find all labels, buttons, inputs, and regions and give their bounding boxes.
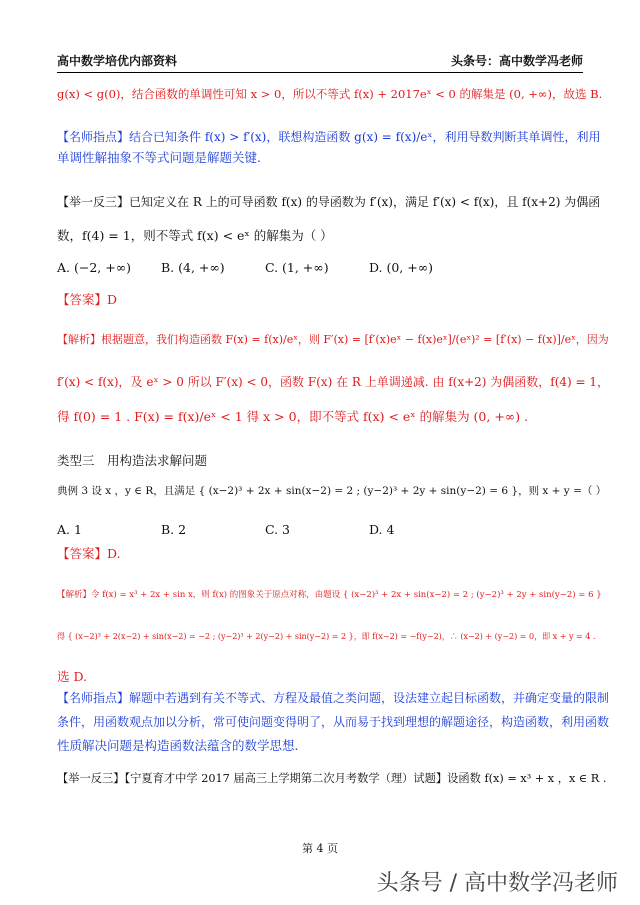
text-line-l2b: 单调性解抽象不等式问题是解题关键. [57, 150, 261, 165]
text-line-l5c: 得 f(0) = 1 . F(x) = f(x)/eˣ < 1 得 x > 0，即不等式 f(x) < eˣ 的解集为 (0, +∞) . [57, 409, 529, 424]
text-line-l5b: f′(x) < f(x)，及 eˣ > 0 所以 F′(x) < 0，函数 F(x) 在 R 上单调递减. 由 f(x+2) 为偶函数，f(4) = 1， [57, 375, 610, 389]
option-c: C. (1, +∞) [264, 260, 329, 275]
text-line-l13: 【举一反三】【宁夏育才中学 2017 届高三上学期第二次月考数学（理）试题】设函数 f(x) = x³ + x ，x ∈ R . [57, 772, 607, 785]
text-line-l10: 得 { (x−2)³ + 2(x−2) + sin(x−2) = −2 ; (y−2)³ + 2(y−2) + sin(y−2) = 2 }，即 f(x−2) = −f(y−2)，∴ (x−2) + (y−2) = 0，即 x + y = 4 . [57, 632, 596, 641]
text-line-l3b: 数，f(4) = 1，则不等式 f(x) < eˣ 的解集为（ ） [57, 228, 333, 243]
text-line-l4: 【答案】D [57, 292, 118, 307]
header-left: 高中数学培优内部资料 [57, 54, 178, 68]
text-line-l6: 类型三 用构造法求解问题 [57, 453, 208, 468]
text-line-l3a: 【举一反三】已知定义在 R 上的可导函数 f(x) 的导函数为 f′(x)，满足 f′(x) < f(x)，且 f(x+2) 为偶函 [57, 195, 601, 209]
option-b: B. (4, +∞) [160, 260, 225, 275]
option-a: A. (−2, +∞) [57, 260, 131, 275]
text-line-l5a: 【解析】根据题意，我们构造函数 F(x) = f(x)/eˣ，则 F′(x) = [f′(x)eˣ − f(x)eˣ]/(eˣ)² = [f′(x) − f(x)]/eˣ，因为 [57, 333, 609, 346]
options-row-1 [57, 258, 596, 278]
watermark: 头条号 / 高中数学冯老师 [376, 871, 618, 896]
option-d: D. (0, +∞) [368, 260, 434, 275]
text-line-l12b: 条件，用函数观点加以分析，常可使问题变得明了，从而易于找到理想的解题途径，构造函数，利用函数 [57, 715, 610, 729]
text-line-l7: 典例 3 设 x ，y ∈ R，且满足 { (x−2)³ + 2x + sin(x−2) = 2 ; (y−2)³ + 2y + sin(y−2) = 6 }，则 x + y =（ ） [57, 485, 607, 497]
option-b: B. 2 [160, 522, 187, 537]
text-line-l8: 【答案】D. [57, 546, 121, 561]
header-right: 头条号：高中数学冯老师 [450, 54, 583, 68]
text-line-l11: 选 D. [57, 669, 88, 684]
text-line-l9: 【解析】令 f(x) = x³ + 2x + sin x，则 f(x) 的图象关于原点对称，由题设 { (x−2)³ + 2x + sin(x−2) = 2 ; (y−2)³ + 2y + sin(y−2) = 6 } [57, 590, 602, 600]
option-d: D. 4 [368, 522, 395, 537]
page-footer: 第 4 页 [302, 842, 338, 855]
text-line-l12c: 性质解决问题是构造函数法蕴含的数学思想. [57, 738, 299, 753]
text-line-l12a: 【名师指点】解题中若遇到有关不等式、方程及最值之类问题，设法建立起目标函数，并确定变量的限制 [57, 691, 610, 705]
text-line-l2a: 【名师指点】结合已知条件 f(x) > f′(x)，联想构造函数 g(x) = f(x)/eˣ，利用导数判断其单调性，利用 [57, 130, 601, 144]
option-c: C. 3 [264, 522, 290, 537]
option-a: A. 1 [57, 522, 82, 537]
options-row-2 [57, 520, 596, 540]
page-header [57, 50, 583, 73]
text-line-l1: g(x) < g(0)，结合函数的单调性可知 x > 0，所以不等式 f(x) + 2017eˣ < 0 的解集是 (0, +∞)，故选 B. [57, 87, 603, 101]
